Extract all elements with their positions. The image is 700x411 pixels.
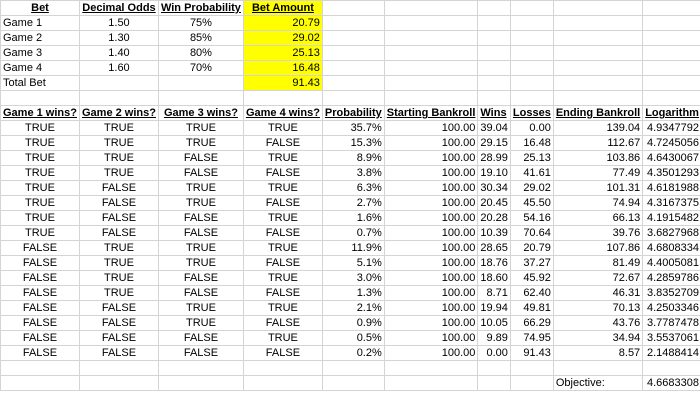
game3-result-cell[interactable]: TRUE [158,256,243,271]
game3-result-cell[interactable]: FALSE [158,286,243,301]
empty-cell[interactable] [553,76,642,91]
empty-cell[interactable] [384,61,478,76]
game2-result-cell[interactable]: TRUE [79,241,158,256]
empty-cell[interactable] [478,76,511,91]
bet-amount-cell[interactable]: 29.02 [243,31,322,46]
empty-cell[interactable] [478,31,511,46]
bet-row [1,31,700,46]
starting-bankroll-cell[interactable]: 100.00 [384,286,478,301]
losses-cell[interactable]: 41.61 [510,166,553,181]
empty-cell[interactable] [384,376,478,391]
empty-cell[interactable] [243,376,322,391]
empty-cell[interactable] [643,361,700,376]
game2-result-cell[interactable]: FALSE [79,211,158,226]
game2-result-cell[interactable]: TRUE [79,151,158,166]
logarithm-cell[interactable]: 4.1915482 [643,211,700,226]
losses-cell[interactable]: 29.02 [510,181,553,196]
game2-result-cell[interactable]: FALSE [79,196,158,211]
empty-cell[interactable] [478,1,511,16]
probability-cell[interactable]: 35.7% [322,121,384,136]
decimal-odds-header[interactable]: Decimal Odds [79,1,158,16]
starting-bankroll-cell[interactable]: 100.00 [384,226,478,241]
probability-cell[interactable]: 0.5% [322,331,384,346]
empty-cell[interactable] [510,91,553,106]
starting-bankroll-cell[interactable]: 100.00 [384,211,478,226]
game2-result-cell[interactable]: TRUE [79,286,158,301]
losses-cell[interactable]: 66.29 [510,316,553,331]
wins-cell[interactable]: 18.60 [478,271,511,286]
game2-result-cell[interactable]: TRUE [79,271,158,286]
logarithm-cell[interactable]: 3.5537061 [643,331,700,346]
game1-result-cell[interactable]: FALSE [1,241,80,256]
probability-cell[interactable]: 6.3% [322,181,384,196]
logarithm-cell[interactable]: 4.7245056 [643,136,700,151]
game3-result-cell[interactable]: TRUE [158,136,243,151]
losses-cell[interactable]: 54.16 [510,211,553,226]
game1-result-cell[interactable]: FALSE [1,331,80,346]
empty-cell[interactable] [322,91,384,106]
game1-result-cell[interactable]: FALSE [1,301,80,316]
logarithm-cell[interactable]: 3.8352709 [643,286,700,301]
blank-row [1,361,700,376]
win-probability-cell[interactable]: 75% [158,16,243,31]
probability-cell[interactable]: 5.1% [322,256,384,271]
total-bet-label[interactable]: Total Bet [1,76,80,91]
wins-cell[interactable]: 8.71 [478,286,511,301]
empty-cell[interactable] [478,16,511,31]
empty-cell[interactable] [643,31,700,46]
game1-result-cell[interactable]: FALSE [1,346,80,361]
wins-header[interactable]: Wins [478,106,511,121]
game4-result-cell[interactable]: FALSE [243,166,322,181]
empty-cell[interactable] [322,1,384,16]
wins-cell[interactable]: 10.05 [478,316,511,331]
game1-result-cell[interactable]: FALSE [1,271,80,286]
losses-cell[interactable]: 70.64 [510,226,553,241]
decimal-odds-cell[interactable]: 1.50 [79,16,158,31]
wins-cell[interactable]: 10.39 [478,226,511,241]
empty-cell[interactable] [384,16,478,31]
top-header-row [1,1,700,16]
game3-result-cell[interactable]: FALSE [158,166,243,181]
starting-bankroll-cell[interactable]: 100.00 [384,241,478,256]
empty-cell[interactable] [478,61,511,76]
empty-cell[interactable] [553,1,642,16]
outcome-row [1,346,700,361]
empty-cell[interactable] [510,46,553,61]
wins-cell[interactable]: 20.28 [478,211,511,226]
game2-result-cell[interactable]: TRUE [79,256,158,271]
win-probability-cell[interactable]: 80% [158,46,243,61]
total-bet-amount[interactable]: 91.43 [243,76,322,91]
game2-result-cell[interactable]: FALSE [79,301,158,316]
outcome-row [1,316,700,331]
empty-cell[interactable] [1,361,80,376]
empty-cell[interactable] [158,91,243,106]
game4-result-cell[interactable]: FALSE [243,316,322,331]
empty-cell[interactable] [158,361,243,376]
empty-cell[interactable] [478,361,511,376]
game4-wins-header[interactable]: Game 4 wins? [243,106,322,121]
bet-row [1,61,700,76]
outcome-header-row [1,106,700,121]
probability-cell[interactable]: 0.7% [322,226,384,241]
game1-result-cell[interactable]: TRUE [1,211,80,226]
empty-cell[interactable] [553,46,642,61]
wins-cell[interactable]: 18.76 [478,256,511,271]
empty-cell[interactable] [643,1,700,16]
empty-cell[interactable] [322,46,384,61]
logarithm-cell[interactable]: 3.7787478 [643,316,700,331]
game3-result-cell[interactable]: FALSE [158,271,243,286]
wins-cell[interactable]: 28.99 [478,151,511,166]
probability-cell[interactable]: 2.7% [322,196,384,211]
outcome-row [1,166,700,181]
losses-header[interactable]: Losses [510,106,553,121]
objective-row [1,376,700,391]
probability-cell[interactable]: 8.9% [322,151,384,166]
game4-result-cell[interactable]: TRUE [243,241,322,256]
game4-result-cell[interactable]: FALSE [243,286,322,301]
wins-cell[interactable]: 39.04 [478,121,511,136]
empty-cell[interactable] [243,361,322,376]
probability-cell[interactable]: 1.6% [322,211,384,226]
ending-bankroll-cell[interactable]: 43.76 [553,316,642,331]
empty-cell[interactable] [1,376,80,391]
logarithm-cell[interactable]: 4.2859786 [643,271,700,286]
ending-bankroll-cell[interactable]: 46.31 [553,286,642,301]
empty-cell[interactable] [158,76,243,91]
ending-bankroll-cell[interactable]: 74.94 [553,196,642,211]
game4-result-cell[interactable]: TRUE [243,271,322,286]
objective-label[interactable]: Objective: [553,376,642,391]
empty-cell[interactable] [510,76,553,91]
bet-amount-cell[interactable]: 20.79 [243,16,322,31]
ending-bankroll-cell[interactable]: 81.49 [553,256,642,271]
bet-row [1,46,700,61]
outcome-row [1,196,700,211]
probability-cell[interactable]: 0.9% [322,316,384,331]
game4-result-cell[interactable]: FALSE [243,256,322,271]
empty-cell[interactable] [384,31,478,46]
wins-cell[interactable]: 30.34 [478,181,511,196]
wins-cell[interactable]: 20.45 [478,196,511,211]
starting-bankroll-cell[interactable]: 100.00 [384,271,478,286]
starting-bankroll-cell[interactable]: 100.00 [384,331,478,346]
game4-result-cell[interactable]: FALSE [243,226,322,241]
game1-wins-header[interactable]: Game 1 wins? [1,106,80,121]
empty-cell[interactable] [478,46,511,61]
starting-bankroll-cell[interactable]: 100.00 [384,151,478,166]
game3-result-cell[interactable]: FALSE [158,211,243,226]
starting-bankroll-cell[interactable]: 100.00 [384,181,478,196]
starting-bankroll-cell[interactable]: 100.00 [384,121,478,136]
empty-cell[interactable] [79,76,158,91]
game1-result-cell[interactable]: TRUE [1,226,80,241]
losses-cell[interactable]: 49.81 [510,301,553,316]
game3-result-cell[interactable]: FALSE [158,346,243,361]
bet-name-cell[interactable]: Game 3 [1,46,80,61]
outcome-row [1,211,700,226]
game3-result-cell[interactable]: FALSE [158,151,243,166]
outcome-row [1,271,700,286]
empty-cell[interactable] [384,46,478,61]
game2-result-cell[interactable]: TRUE [79,136,158,151]
empty-cell[interactable] [79,91,158,106]
game3-result-cell[interactable]: FALSE [158,331,243,346]
empty-cell[interactable] [510,376,553,391]
starting-bankroll-cell[interactable]: 100.00 [384,196,478,211]
outcome-row [1,256,700,271]
empty-cell[interactable] [322,76,384,91]
outcome-row [1,151,700,166]
empty-cell[interactable] [158,376,243,391]
logarithm-cell[interactable]: 4.6430067 [643,151,700,166]
losses-cell[interactable]: 45.50 [510,196,553,211]
empty-cell[interactable] [478,91,511,106]
game4-result-cell[interactable]: TRUE [243,301,322,316]
bet-amount-cell[interactable]: 25.13 [243,46,322,61]
empty-cell[interactable] [478,376,511,391]
starting-bankroll-cell[interactable]: 100.00 [384,316,478,331]
empty-cell[interactable] [510,16,553,31]
wins-cell[interactable]: 9.89 [478,331,511,346]
logarithm-cell[interactable]: 4.9347792 [643,121,700,136]
starting-bankroll-cell[interactable]: 100.00 [384,166,478,181]
win-probability-cell[interactable]: 85% [158,31,243,46]
ending-bankroll-cell[interactable]: 112.67 [553,136,642,151]
game1-result-cell[interactable]: TRUE [1,196,80,211]
game1-result-cell[interactable]: TRUE [1,136,80,151]
game2-result-cell[interactable]: TRUE [79,166,158,181]
ending-bankroll-header[interactable]: Ending Bankroll [553,106,642,121]
losses-cell[interactable]: 91.43 [510,346,553,361]
empty-cell[interactable] [322,16,384,31]
bet-amount-header[interactable]: Bet Amount [243,1,322,16]
bet-name-cell[interactable]: Game 4 [1,61,80,76]
ending-bankroll-cell[interactable]: 39.76 [553,226,642,241]
ending-bankroll-cell[interactable]: 66.13 [553,211,642,226]
bet-row [1,16,700,31]
bet-header[interactable]: Bet [1,1,80,16]
starting-bankroll-header[interactable]: Starting Bankroll [384,106,478,121]
game1-result-cell[interactable]: TRUE [1,121,80,136]
game1-result-cell[interactable]: TRUE [1,166,80,181]
probability-cell[interactable]: 1.3% [322,286,384,301]
bet-name-cell[interactable]: Game 2 [1,31,80,46]
win-probability-header[interactable]: Win Probability [158,1,243,16]
game2-wins-header[interactable]: Game 2 wins? [79,106,158,121]
game3-result-cell[interactable]: TRUE [158,181,243,196]
empty-cell[interactable] [643,76,700,91]
logarithm-cell[interactable]: 4.6808334 [643,241,700,256]
game4-result-cell[interactable]: TRUE [243,121,322,136]
wins-cell[interactable]: 0.00 [478,346,511,361]
ending-bankroll-cell[interactable]: 8.57 [553,346,642,361]
probability-cell[interactable]: 3.0% [322,271,384,286]
game1-result-cell[interactable]: TRUE [1,151,80,166]
total-bet-row [1,76,700,91]
game3-result-cell[interactable]: TRUE [158,241,243,256]
empty-cell[interactable] [322,376,384,391]
probability-cell[interactable]: 15.3% [322,136,384,151]
empty-cell[interactable] [553,31,642,46]
logarithm-cell[interactable]: 4.3167375 [643,196,700,211]
losses-cell[interactable]: 74.95 [510,331,553,346]
empty-cell[interactable] [553,61,642,76]
probability-cell[interactable]: 0.2% [322,346,384,361]
losses-cell[interactable]: 45.92 [510,271,553,286]
logarithm-cell[interactable]: 4.3501293 [643,166,700,181]
ending-bankroll-cell[interactable]: 70.13 [553,301,642,316]
logarithm-cell[interactable]: 2.1488414 [643,346,700,361]
decimal-odds-cell[interactable]: 1.60 [79,61,158,76]
outcome-row [1,286,700,301]
game4-result-cell[interactable]: FALSE [243,136,322,151]
outcome-row [1,226,700,241]
starting-bankroll-cell[interactable]: 100.00 [384,346,478,361]
logarithm-cell[interactable]: 3.6827968 [643,226,700,241]
empty-cell[interactable] [643,16,700,31]
game3-wins-header[interactable]: Game 3 wins? [158,106,243,121]
empty-cell[interactable] [643,91,700,106]
empty-cell[interactable] [553,91,642,106]
game4-result-cell[interactable]: TRUE [243,181,322,196]
game2-result-cell[interactable]: FALSE [79,331,158,346]
game1-result-cell[interactable]: FALSE [1,256,80,271]
game4-result-cell[interactable]: TRUE [243,331,322,346]
outcome-row [1,136,700,151]
losses-cell[interactable]: 0.00 [510,121,553,136]
empty-cell[interactable] [510,31,553,46]
empty-cell[interactable] [553,16,642,31]
probability-cell[interactable]: 3.8% [322,166,384,181]
game1-result-cell[interactable]: FALSE [1,286,80,301]
win-probability-cell[interactable]: 70% [158,61,243,76]
starting-bankroll-cell[interactable]: 100.00 [384,136,478,151]
losses-cell[interactable]: 20.79 [510,241,553,256]
game4-result-cell[interactable]: TRUE [243,211,322,226]
game4-result-cell[interactable]: FALSE [243,196,322,211]
game2-result-cell[interactable]: FALSE [79,181,158,196]
ending-bankroll-cell[interactable]: 139.04 [553,121,642,136]
empty-cell[interactable] [510,1,553,16]
game2-result-cell[interactable]: FALSE [79,346,158,361]
empty-cell[interactable] [643,46,700,61]
starting-bankroll-cell[interactable]: 100.00 [384,256,478,271]
ending-bankroll-cell[interactable]: 101.31 [553,181,642,196]
logarithm-cell[interactable]: 4.6181988 [643,181,700,196]
losses-cell[interactable]: 16.48 [510,136,553,151]
ending-bankroll-cell[interactable]: 72.67 [553,271,642,286]
game1-result-cell[interactable]: FALSE [1,316,80,331]
wins-cell[interactable]: 28.65 [478,241,511,256]
outcome-row [1,331,700,346]
probability-cell[interactable]: 11.9% [322,241,384,256]
ending-bankroll-cell[interactable]: 77.49 [553,166,642,181]
empty-cell[interactable] [79,376,158,391]
empty-cell[interactable] [510,361,553,376]
bet-amount-cell[interactable]: 16.48 [243,61,322,76]
blank-row [1,91,700,106]
outcome-row [1,241,700,256]
empty-cell[interactable] [322,31,384,46]
outcome-row [1,181,700,196]
empty-cell[interactable] [322,361,384,376]
empty-cell[interactable] [384,1,478,16]
ending-bankroll-cell[interactable]: 107.86 [553,241,642,256]
empty-cell[interactable] [643,61,700,76]
empty-cell[interactable] [553,361,642,376]
losses-cell[interactable]: 62.40 [510,286,553,301]
game3-result-cell[interactable]: TRUE [158,121,243,136]
game3-result-cell[interactable]: TRUE [158,316,243,331]
wins-cell[interactable]: 19.10 [478,166,511,181]
wins-cell[interactable]: 29.15 [478,136,511,151]
game4-result-cell[interactable]: FALSE [243,346,322,361]
starting-bankroll-cell[interactable]: 100.00 [384,301,478,316]
ending-bankroll-cell[interactable]: 103.86 [553,151,642,166]
logarithm-header[interactable]: Logarithm [643,106,700,121]
ending-bankroll-cell[interactable]: 34.94 [553,331,642,346]
losses-cell[interactable]: 37.27 [510,256,553,271]
game2-result-cell[interactable]: FALSE [79,316,158,331]
game4-result-cell[interactable]: TRUE [243,151,322,166]
logarithm-cell[interactable]: 4.4005081 [643,256,700,271]
probability-cell[interactable]: 2.1% [322,301,384,316]
game3-result-cell[interactable]: TRUE [158,301,243,316]
game2-result-cell[interactable]: FALSE [79,226,158,241]
outcome-row [1,121,700,136]
logarithm-cell[interactable]: 4.2503346 [643,301,700,316]
game1-result-cell[interactable]: TRUE [1,181,80,196]
game3-result-cell[interactable]: TRUE [158,196,243,211]
empty-cell[interactable] [243,91,322,106]
outcome-row [1,301,700,316]
objective-value[interactable]: 4.6683308 [643,376,700,391]
bet-name-cell[interactable]: Game 1 [1,16,80,31]
empty-cell[interactable] [384,91,478,106]
empty-cell[interactable] [1,91,80,106]
empty-cell[interactable] [322,61,384,76]
decimal-odds-cell[interactable]: 1.30 [79,31,158,46]
empty-cell[interactable] [510,61,553,76]
empty-cell[interactable] [384,76,478,91]
empty-cell[interactable] [79,361,158,376]
probability-header[interactable]: Probability [322,106,384,121]
empty-cell[interactable] [384,361,478,376]
decimal-odds-cell[interactable]: 1.40 [79,46,158,61]
losses-cell[interactable]: 25.13 [510,151,553,166]
wins-cell[interactable]: 19.94 [478,301,511,316]
game3-result-cell[interactable]: FALSE [158,226,243,241]
game2-result-cell[interactable]: TRUE [79,121,158,136]
